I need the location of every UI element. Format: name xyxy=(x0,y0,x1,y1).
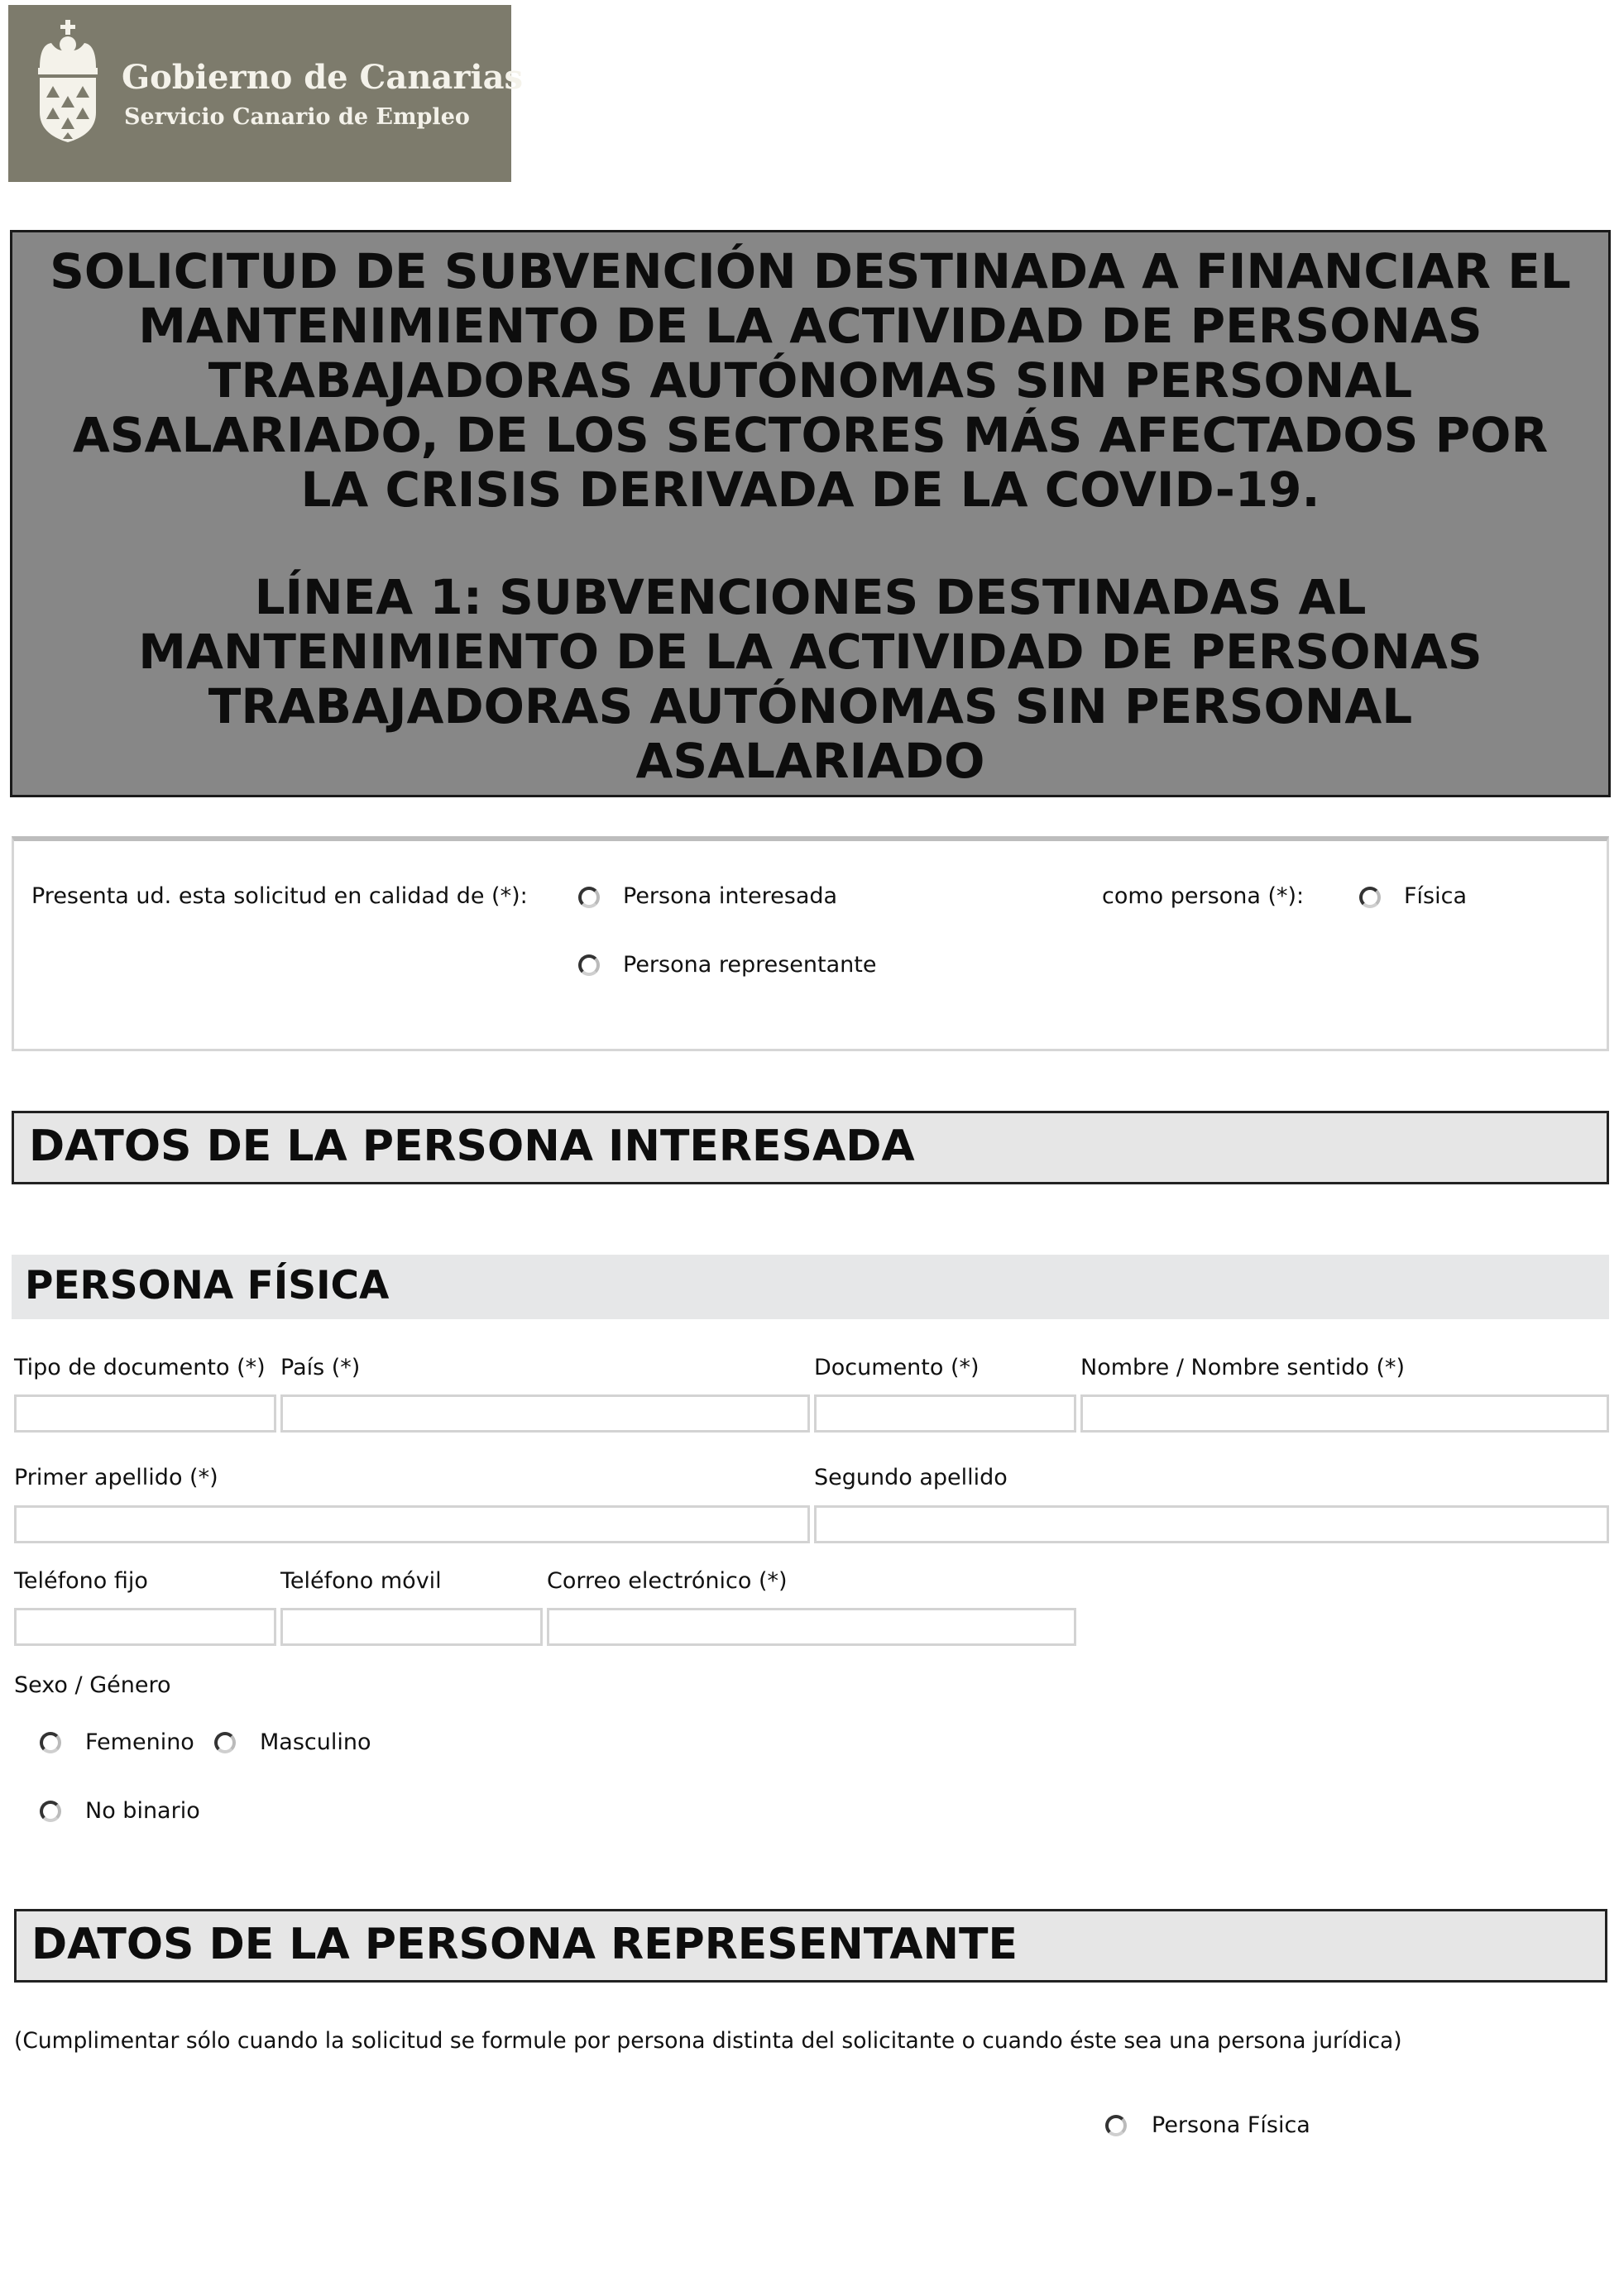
form-title-box xyxy=(10,230,1611,797)
label-tipo-documento: Tipo de documento (*) xyxy=(14,1355,266,1380)
radio-persona-interesada[interactable] xyxy=(578,887,600,908)
label-nombre: Nombre / Nombre sentido (*) xyxy=(1080,1355,1406,1380)
coat-of-arms-icon xyxy=(33,20,103,144)
radio-femenino[interactable] xyxy=(40,1732,61,1753)
tipo-documento-field[interactable] xyxy=(14,1394,276,1433)
label-persona-interesada: Persona interesada xyxy=(623,883,838,909)
calidad-box xyxy=(12,836,1609,1051)
form-title: SOLICITUD DE SUBVENCIÓN DESTINADA A FINANCIAR EL MANTENIMIENTO DE LA ACTIVIDAD DE PERSONAS TRABAJADORAS AUTÓNOMAS SIN PERSONAL ASALARIADO, DE LOS SECTORES MÁS AFECTADOS POR LA CRISIS DERIVADA DE LA COVID-19. xyxy=(50,243,1571,518)
label-telefono-fijo: Teléfono fijo xyxy=(14,1568,148,1594)
calidad-question: Presenta ud. esta solicitud en calidad de (*): xyxy=(31,883,528,909)
form-line-title: LÍNEA 1: SUBVENCIONES DESTINADAS AL MANTENIMIENTO DE LA ACTIVIDAD DE PERSONAS TRABAJADORAS AUTÓNOMAS SIN PERSONAL ASALARIADO xyxy=(138,569,1482,789)
section-interesada xyxy=(12,1111,1609,1184)
radio-fisica[interactable] xyxy=(1359,887,1381,908)
label-no-binario: No binario xyxy=(85,1798,200,1824)
label-masculino: Masculino xyxy=(260,1729,371,1755)
radio-representante-persona-fisica[interactable] xyxy=(1105,2115,1127,2136)
subsection-persona-fisica-title: PERSONA FÍSICA xyxy=(25,1263,390,1308)
representante-note: (Cumplimentar sólo cuando la solicitud se formule por persona distinta del solicitante o cuando éste sea una persona jurídica) xyxy=(14,2028,1402,2054)
pais-field[interactable] xyxy=(280,1394,810,1433)
section-representante-title: DATOS DE LA PERSONA REPRESENTANTE xyxy=(31,1920,1018,1969)
primer-apellido-field[interactable] xyxy=(14,1505,810,1543)
como-persona-label: como persona (*): xyxy=(1102,883,1305,909)
telefono-fijo-field[interactable] xyxy=(14,1608,276,1646)
logo-title: Gobierno de Canarias xyxy=(122,58,524,97)
radio-persona-representante[interactable] xyxy=(578,954,600,976)
label-persona-representante: Persona representante xyxy=(623,952,877,978)
label-primer-apellido: Primer apellido (*) xyxy=(14,1465,218,1490)
telefono-movil-field[interactable] xyxy=(280,1608,543,1646)
section-interesada-title: DATOS DE LA PERSONA INTERESADA xyxy=(29,1122,915,1171)
label-telefono-movil: Teléfono móvil xyxy=(280,1568,442,1594)
documento-field[interactable] xyxy=(814,1394,1076,1433)
section-representante xyxy=(14,1909,1607,1983)
label-fisica: Física xyxy=(1404,883,1467,909)
radio-no-binario[interactable] xyxy=(40,1801,61,1822)
label-femenino: Femenino xyxy=(85,1729,194,1755)
radio-masculino[interactable] xyxy=(214,1732,236,1753)
label-correo: Correo electrónico (*) xyxy=(547,1568,788,1594)
nombre-field[interactable] xyxy=(1080,1394,1609,1433)
gobierno-canarias-logo xyxy=(8,5,524,182)
correo-field[interactable] xyxy=(547,1608,1076,1646)
label-pais: País (*) xyxy=(280,1355,361,1380)
segundo-apellido-field[interactable] xyxy=(814,1505,1609,1543)
label-documento: Documento (*) xyxy=(814,1355,980,1380)
logo-subtitle: Servicio Canario de Empleo xyxy=(124,104,470,130)
subsection-persona-fisica xyxy=(12,1255,1609,1319)
label-segundo-apellido: Segundo apellido xyxy=(814,1465,1008,1490)
label-sexo: Sexo / Género xyxy=(14,1672,171,1698)
label-representante-persona-fisica: Persona Física xyxy=(1152,2112,1310,2138)
